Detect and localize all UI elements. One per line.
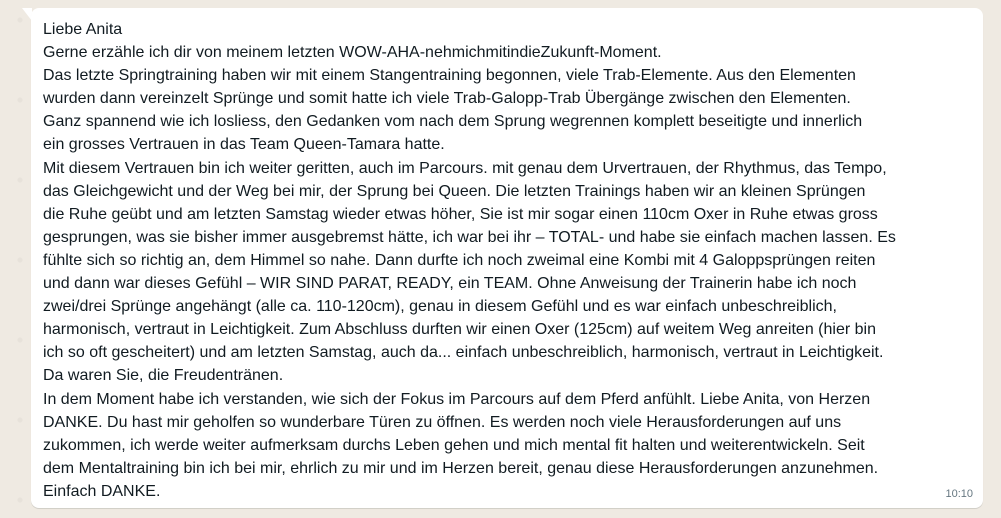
message-line: zukommen, ich werde weiter aufmerksam durchs Leben gehen und mich mental fit halten und weiterentwickeln. Seit <box>43 436 865 454</box>
message-line: dem Mentaltraining bin ich bei mir, ehrlich zu mir und im Herzen bereit, genau diese Herausforderungen anzunehmen. <box>43 459 879 477</box>
message-line: Mit diesem Vertrauen bin ich weiter geritten, auch im Parcours. mit genau dem Urvertrauen, der Rhythmus, das Tempo, <box>43 159 887 177</box>
message-line: Einfach DANKE. <box>43 482 161 500</box>
message-line: DANKE. Du hast mir geholfen so wunderbare Türen zu öffnen. Es werden noch viele Herausforderungen auf uns <box>43 413 842 431</box>
message-line: Das letzte Springtraining haben wir mit einem Stangentraining begonnen, viele Trab-Elemente. Aus den Elementen <box>43 67 856 85</box>
message-line: In dem Moment habe ich verstanden, wie sich der Fokus im Parcours auf dem Pferd anfühlt. Liebe Anita, von Herzen <box>43 390 871 408</box>
message-line: Da waren Sie, die Freudentränen. <box>43 367 284 385</box>
message-line: ich so oft gescheitert) und am letzten Samstag, auch da... einfach unbeschreiblich, harmonisch, vertraut in Leichtigkeit. <box>43 344 884 362</box>
message-line: wurden dann vereinzelt Sprünge und somit hatte ich viele Trab-Galopp-Trab Übergänge zwischen den Elementen. <box>43 90 851 108</box>
message-line: zwei/drei Sprünge angehängt (alle ca. 110-120cm), genau in diesem Gefühl und es war einfach unbeschreiblich, <box>43 298 837 316</box>
message-line: Ganz spannend wie ich losliess, den Gedanken vom nach dem Sprung wegrennen komplett beseitigte und innerlich <box>43 113 863 131</box>
message-line: fühlte sich so richtig an, dem Himmel so nahe. Dann durfte ich noch zweimal eine Kombi mit 4 Galoppsprüngen reiten <box>43 251 876 269</box>
message-line: und dann war dieses Gefühl – WIR SIND PARAT, READY, ein TEAM. Ohne Anweisung der Trainerin habe ich noch <box>43 275 857 293</box>
message-line: gesprungen, was sie bisher immer ausgebremst hätte, ich war bei ihr – TOTAL- und habe sie einfach machen lassen. Es <box>43 228 896 246</box>
message-bubble[interactable] <box>31 8 983 508</box>
message-line: harmonisch, vertraut in Leichtigkeit. Zum Abschluss durften wir einen Oxer (125cm) auf weitem Weg anreiten (hier bin <box>43 321 876 339</box>
message-text <box>43 18 973 503</box>
message-line: ein grosses Vertrauen in das Team Queen-Tamara hatte. <box>43 136 445 154</box>
message-line: Liebe Anita <box>43 21 123 38</box>
message-timestamp: 10:10 <box>945 488 973 500</box>
message-line: die Ruhe geübt und am letzten Samstag wieder etwas höher, Sie ist mir sogar einen 110cm Oxer in Ruhe etwas gross <box>43 205 878 223</box>
message-line: Gerne erzähle ich dir von meinem letzten WOW-AHA-nehmichmitindieZukunft-Moment. <box>43 44 662 62</box>
message-line: das Gleichgewicht und der Weg bei mir, der Sprung bei Queen. Die letzten Trainings haben wir an kleinen Sprüngen <box>43 182 866 200</box>
